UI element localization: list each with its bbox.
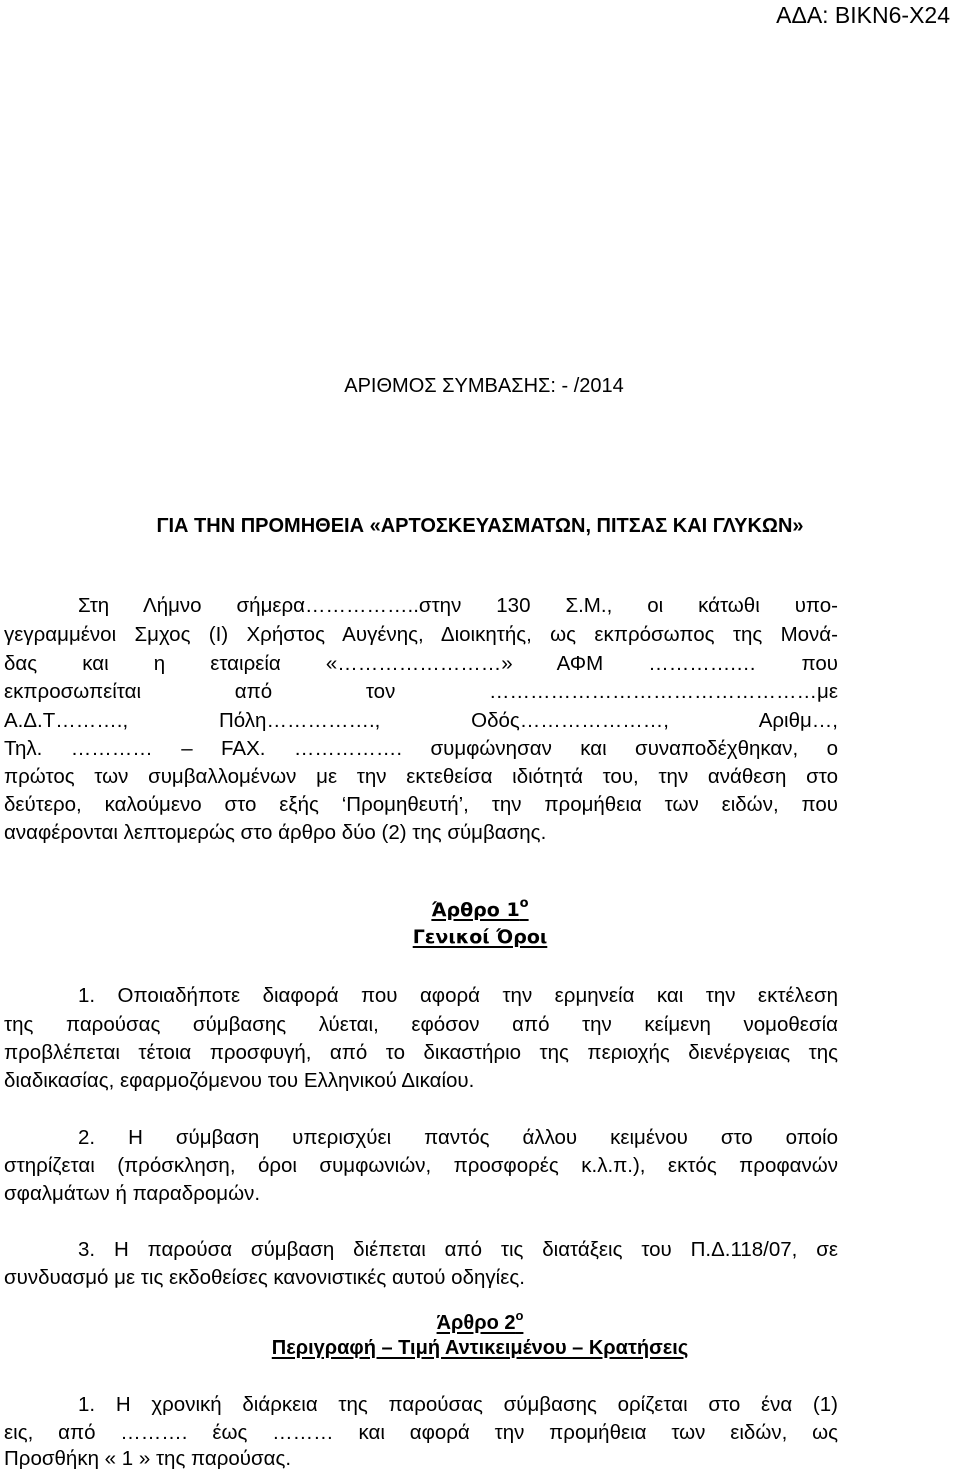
preamble-line: πρώτος των συμβαλλομένων με την εκτεθείσα ιδιότητά του, την ανάθεση στο [4, 765, 838, 788]
preamble-line: Α.Δ.Τ………., Πόλη……………., Οδός…………………, Αριθμ…, [4, 709, 838, 732]
clause-line: 1. Η χρονική διάρκεια της παρούσας σύμβασης ορίζεται στο ένα (1) [78, 1393, 838, 1416]
clause-line: εις, από ………. έως ……… και αφορά την προμήθεια των ειδών, ως [4, 1421, 838, 1444]
article-2-title: Περιγραφή – Τιμή Αντικειμένου – Κρατήσεις [271, 1337, 689, 1359]
preamble-line: αναφέρονται λεπτομερώς στο άρθρο δύο (2) της σύμβασης. [4, 821, 547, 844]
article-1-title: Γενικοί Όροι [412, 926, 548, 948]
ada-code: ΑΔΑ: ΒΙΚΝ6-Χ24 [776, 2, 950, 28]
clause-line: διαδικασίας, εφαρμοζόμενου του Ελληνικού Δικαίου. [4, 1069, 475, 1092]
clause-line: Προσθήκη « 1 » της παρούσας. [4, 1447, 292, 1470]
clause-line: συνδυασμό με τις εκδοθείσες κανονιστικές αυτού οδηγίες. [4, 1266, 525, 1289]
article-1-heading [0, 896, 960, 921]
clause-line: 1. Οποιαδήποτε διαφορά που αφορά την ερμηνεία και την εκτέλεση [78, 984, 838, 1007]
preamble-line: δεύτερο, καλούμενο στο εξής ‘Προμηθευτή’, την προμήθεια των ειδών, που [4, 793, 838, 816]
clause-line: προβλέπεται τέτοια προσφυγή, από το δικαστήριο της περιοχής διενέργειας της [4, 1041, 838, 1064]
document-heading: ΓΙΑ ΤΗΝ ΠΡΟΜΗΘΕΙΑ «ΑΡΤΟΣΚΕΥΑΣΜΑΤΩΝ, ΠΙΤΣΑΣ ΚΑΙ ΓΛΥΚΩΝ» [156, 515, 804, 537]
contract-number: ΑΡΙΘΜΟΣ ΣΥΜΒΑΣΗΣ: - /2014 [344, 375, 624, 397]
article-2-heading [0, 1308, 960, 1335]
article-2-ordinal: ο [515, 1308, 524, 1323]
preamble-line: εκπροσωπείται από τον …………………………………………με [4, 680, 838, 703]
preamble-line: γεγραμμένοι Σμχος (Ι) Χρήστος Αυγένης, Διοικητής, ως εκπρόσωπος της Μονά- [4, 623, 838, 646]
article-1-ordinal: ο [519, 896, 529, 911]
clause-line: της παρούσας σύμβασης λύεται, εφόσον από την κείμενη νομοθεσία [4, 1013, 838, 1036]
clause-line: 3. Η παρούσα σύμβαση διέπεται από τις διατάξεις του Π.Δ.118/07, σε [78, 1238, 838, 1261]
clause-line: 2. Η σύμβαση υπερισχύει παντός άλλου κειμένου στο οποίο [78, 1126, 838, 1149]
preamble-line: Τηλ. ………… – FAX. ……………. συμφώνησαν και συναποδέχθηκαν, ο [4, 737, 838, 760]
article-2-label: Άρθρο 2 [436, 1312, 516, 1334]
preamble-line: δας και η εταιρεία «……………………» ΑΦΜ ………….… που [4, 652, 838, 675]
clause-line: στηρίζεται (πρόσκληση, όροι συμφωνιών, προσφορές κ.λ.π.), εκτός προφανών [4, 1154, 838, 1177]
preamble-line: Στη Λήμνο σήμερα……………..στην 130 Σ.Μ., οι κάτωθι υπο- [78, 594, 838, 617]
article-1-label: Άρθρο 1 [431, 899, 520, 921]
clause-line: σφαλμάτων ή παραδρομών. [4, 1182, 261, 1205]
